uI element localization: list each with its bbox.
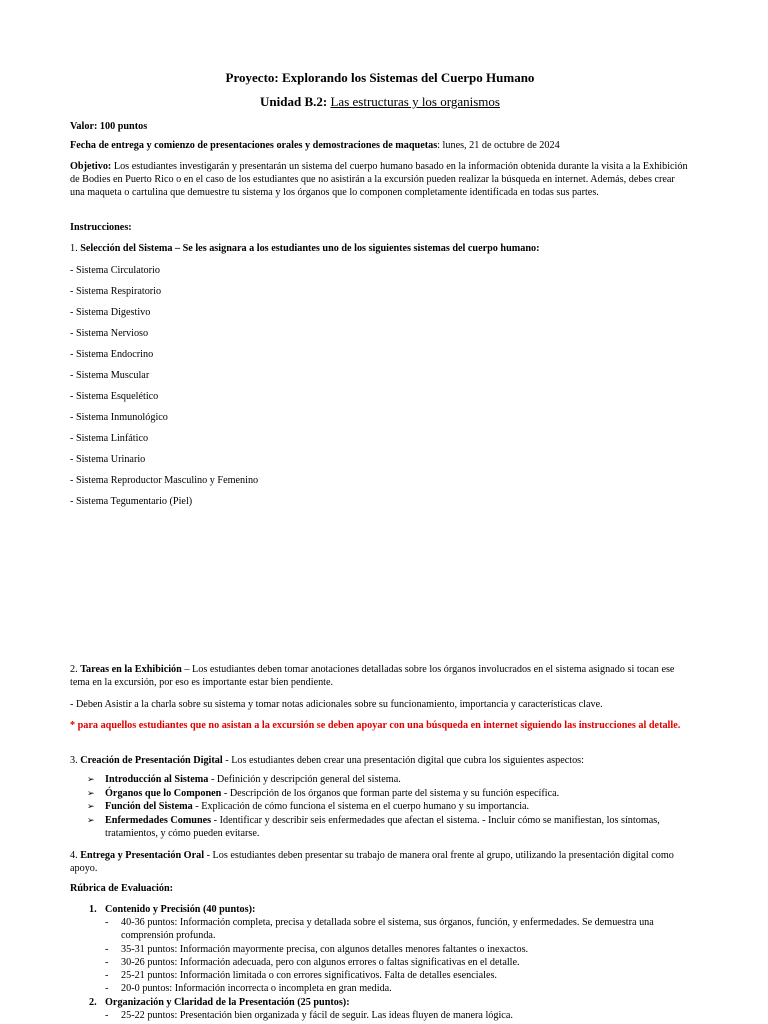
dash-marker: - xyxy=(105,1010,109,1021)
bullet-item: ➢ Introducción al Sistema - Definición y descripción general del sistema. xyxy=(87,774,401,785)
arrow-bullet-icon: ➢ xyxy=(87,788,95,798)
bullet-item: ➢ Función del Sistema - Explicación de cómo funciona el sistema en el cuerpo humano y su importancia. xyxy=(87,801,530,812)
system-item: - Sistema Urinario xyxy=(70,454,146,465)
step-4-label: Entrega y Presentación Oral xyxy=(80,850,205,861)
system-item: - Sistema Digestivo xyxy=(70,307,151,318)
instrucciones-heading: Instrucciones: xyxy=(70,222,132,233)
step-2-note: - Deben Asistir a la charla sobre su sistema y tomar notas adicionales sobre su funcionamiento, importancia y características clave. xyxy=(70,699,603,710)
system-item: - Sistema Muscular xyxy=(70,370,150,381)
dash-marker: - xyxy=(105,944,109,955)
step-1 xyxy=(70,242,690,255)
rubric-heading: Contenido y Precisión (40 puntos): xyxy=(105,904,256,915)
system-item: - Sistema Linfático xyxy=(70,433,149,444)
system-item: - Sistema Inmunológico xyxy=(70,412,168,423)
rubric-number: 1. xyxy=(89,904,97,915)
step-2-number: 2. xyxy=(70,664,81,675)
system-item: - Sistema Endocrino xyxy=(70,349,154,360)
step-2-label: Tareas en la Exhibición xyxy=(80,664,182,675)
bullet-item: ➢ Órganos que lo Componen - Descripción de los órganos que forman parte del sistema y su función específica. xyxy=(87,788,560,799)
excursion-warning: * para aquellos estudiantes que no asistan a la excursión se deben apoyar con una búsqueda en internet siguiendo las instrucciones al detalle. xyxy=(70,720,681,731)
system-item: - Sistema Reproductor Masculino y Femenino xyxy=(70,475,259,486)
step-1-text: Selección del Sistema – Se les asignara a los estudiantes uno de los siguientes sistemas del cuerpo humano: xyxy=(80,243,540,254)
objetivo-text: Los estudiantes investigarán y presentarán un sistema del cuerpo humano basado en la información obtenida durante la visita a la Exhibición de Bodies en Puerto Rico o en el caso de los estudiantes que no asistirán a la excursión pueden realizar la búsqueda en internet. Además, debes crear una maqueta o cartulina que demuestre tu sistema y los órganos que lo componen completamente identificada en todas sus partes. xyxy=(70,161,688,199)
step-3-text: - Los estudiantes deben crear una presentación digital que cubra los siguientes aspectos: xyxy=(222,755,584,766)
system-item: - Sistema Esquelético xyxy=(70,391,159,402)
valor-line: Valor: 100 puntos xyxy=(70,121,148,132)
objetivo-label: Objetivo: xyxy=(70,161,112,172)
unit-label: Unidad B.2: xyxy=(260,94,328,109)
dash-marker: - xyxy=(105,917,109,928)
objetivo-paragraph xyxy=(70,160,690,200)
bullet-item: ➢ Enfermedades Comunes - Identificar y describir seis enfermedades que afectan el sistema. - Incluir cómo se manifiestan, los síntomas, tratamientos, y cómo pueden evitarse. xyxy=(87,815,660,840)
step-1-number: 1. xyxy=(70,243,81,254)
arrow-bullet-icon: ➢ xyxy=(87,801,95,811)
rubric-line: 20-0 puntos: Información incorrecta o incompleta en gran medida. xyxy=(121,983,392,994)
step-4-text: - Los estudiantes deben presentar su trabajo de manera oral frente al grupo, utilizando la presentación digital como apoyo. xyxy=(70,850,674,875)
rubric-line: 30-26 puntos: Información adecuada, pero con algunos errores o faltas significativas en el detalle. xyxy=(121,957,520,968)
step-2-text: – Los estudiantes deben tomar anotaciones detalladas sobre los órganos involucrados en el sistema asignado si tocan ese tema en la excursión, por eso es importante estar bien pendiente. xyxy=(70,664,675,689)
step-3-label: Creación de Presentación Digital xyxy=(80,755,223,766)
step-3 xyxy=(70,754,690,767)
unit-heading xyxy=(70,94,690,110)
fecha-line xyxy=(70,139,690,152)
rubric-line: 25-21 puntos: Información limitada o con errores significativos. Falta de detalles esenciales. xyxy=(121,970,497,981)
rubric-heading: Organización y Claridad de la Presentación (25 puntos): xyxy=(105,997,350,1008)
step-4-number: 4. xyxy=(70,850,81,861)
rubric-line: 35-31 puntos: Información mayormente precisa, con algunos detalles menores faltantes o inexactos. xyxy=(121,944,529,955)
system-item: - Sistema Tegumentario (Piel) xyxy=(70,496,193,507)
rubric-line: 40-36 puntos: Información completa, precisa y detallada sobre el sistema, sus órganos, función, y enfermedades. Se demuestra una comprensión profunda. xyxy=(121,917,654,942)
dash-marker: - xyxy=(105,983,109,994)
step-2 xyxy=(70,663,690,689)
fecha-label: Fecha de entrega y comienzo de presentaciones orales y demostraciones de maquetas xyxy=(70,140,438,151)
dash-marker: - xyxy=(105,970,109,981)
rubric-line: 25-22 puntos: Presentación bien organizada y fácil de seguir. Las ideas fluyen de manera lógica. xyxy=(121,1010,513,1021)
system-item: - Sistema Respiratorio xyxy=(70,286,162,297)
unit-name: Las estructuras y los organismos xyxy=(330,94,500,109)
step-4 xyxy=(70,849,690,875)
arrow-bullet-icon: ➢ xyxy=(87,815,95,825)
system-item: - Sistema Circulatorio xyxy=(70,265,160,276)
rubrica-heading: Rúbrica de Evaluación: xyxy=(70,883,174,894)
rubric-number: 2. xyxy=(89,997,97,1008)
document-title: Proyecto: Explorando los Sistemas del Cuerpo Humano xyxy=(225,70,535,85)
arrow-bullet-icon: ➢ xyxy=(87,774,95,784)
fecha-value: : lunes, 21 de octubre de 2024 xyxy=(437,140,560,151)
system-item: - Sistema Nervioso xyxy=(70,328,149,339)
dash-marker: - xyxy=(105,957,109,968)
step-3-number: 3. xyxy=(70,755,81,766)
